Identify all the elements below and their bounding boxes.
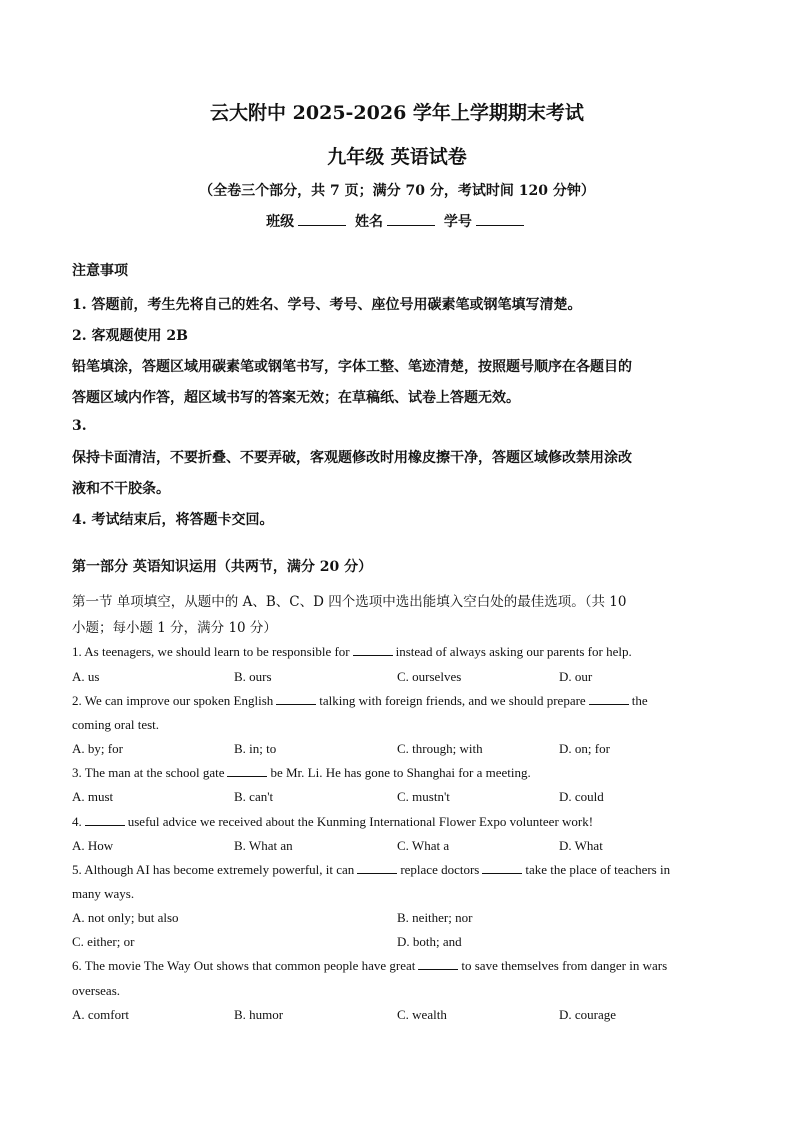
- answer-blank[interactable]: [85, 814, 125, 826]
- section1-instruction-a: 第一节 单项填空，从题中的 A、B、C、D 四个选项中选出能填入空白处的最佳选项。（共 10: [72, 594, 627, 610]
- question-2-cont: coming oral test.: [72, 717, 160, 732]
- q1-option-a[interactable]: A. us: [72, 669, 100, 684]
- answer-blank[interactable]: [357, 862, 397, 874]
- q5-option-c[interactable]: C. either; or: [72, 934, 135, 949]
- question-5-cont: many ways.: [72, 886, 135, 901]
- q1-option-b[interactable]: B. ours: [234, 669, 272, 684]
- answer-blank[interactable]: [418, 958, 458, 970]
- q4-option-d[interactable]: D. What: [559, 838, 603, 853]
- question-6-cont: overseas.: [72, 983, 121, 998]
- notice-item-2a: 2. 客观题使用 2B: [72, 328, 188, 344]
- name-blank[interactable]: [387, 213, 435, 226]
- q5-option-b[interactable]: B. neither; nor: [397, 910, 473, 925]
- q5-option-d[interactable]: D. both; and: [397, 934, 462, 949]
- q2-option-d[interactable]: D. on; for: [559, 741, 610, 756]
- class-blank[interactable]: [298, 213, 346, 226]
- q2-option-c[interactable]: C. through; with: [397, 741, 483, 756]
- q4-option-a[interactable]: A. How: [72, 838, 114, 853]
- q2-option-b[interactable]: B. in; to: [234, 741, 277, 756]
- notice-item-3b: 保持卡面清洁，不要折叠、不要弄破，客观题修改时用橡皮擦干净，答题区域修改禁用涂改: [72, 450, 632, 466]
- q1-option-c[interactable]: C. ourselves: [397, 669, 462, 684]
- answer-blank[interactable]: [353, 644, 393, 656]
- q3-option-c[interactable]: C. mustn't: [397, 789, 450, 804]
- q6-option-a[interactable]: A. comfort: [72, 1007, 130, 1022]
- id-blank[interactable]: [476, 213, 524, 226]
- id-label: 学号: [443, 214, 472, 230]
- answer-blank[interactable]: [227, 765, 267, 777]
- class-label: 班级: [266, 214, 295, 230]
- q6-option-d[interactable]: D. courage: [559, 1007, 617, 1022]
- name-label: 姓名: [355, 214, 383, 230]
- answer-blank[interactable]: [482, 862, 522, 874]
- question-1: 1. As teenagers, we should learn to be responsible for instead of always asking our parents for help.: [72, 644, 632, 659]
- notice-item-3a: 3.: [72, 418, 87, 434]
- notice-heading: 注意事项: [72, 263, 128, 279]
- question-3: 3. The man at the school gate be Mr. Li. He has gone to Shanghai for a meeting.: [72, 765, 531, 780]
- q4-option-b[interactable]: B. What an: [234, 838, 293, 853]
- answer-blank[interactable]: [589, 693, 629, 705]
- exam-title: 云大附中 2025-2026 学年上学期期末考试: [210, 102, 584, 124]
- q2-option-a[interactable]: A. by; for: [72, 741, 123, 756]
- question-4: 4. useful advice we received about the Kunming International Flower Expo volunteer work!: [72, 814, 594, 829]
- part1-heading: 第一部分 英语知识运用（共两节，满分 20 分）: [72, 559, 373, 575]
- section1-instruction-b: 小题；每小题 1 分，满分 10 分）: [72, 620, 277, 636]
- q6-option-c[interactable]: C. wealth: [397, 1007, 447, 1022]
- q1-option-d[interactable]: D. our: [559, 669, 593, 684]
- notice-item-1: 1. 答题前，考生先将自己的姓名、学号、考号、座位号用碳素笔或钢笔填写清楚。: [72, 297, 582, 313]
- exam-subtitle: 九年级 英语试卷: [327, 146, 467, 168]
- answer-blank[interactable]: [276, 693, 316, 705]
- notice-item-3c: 液和不干胶条。: [72, 481, 170, 497]
- question-5: 5. Although AI has become extremely powerful, it can replace doctors take the place of teachers in: [72, 862, 671, 877]
- student-info-row: [0, 211, 794, 231]
- q6-option-b[interactable]: B. humor: [234, 1007, 284, 1022]
- q3-option-d[interactable]: D. could: [559, 789, 604, 804]
- question-2: 2. We can improve our spoken English talking with foreign friends, and we should prepare the: [72, 693, 648, 708]
- notice-item-2c: 答题区域内作答，超区域书写的答案无效；在草稿纸、试卷上答题无效。: [72, 390, 520, 406]
- q4-option-c[interactable]: C. What a: [397, 838, 450, 853]
- q5-option-a[interactable]: A. not only; but also: [72, 910, 179, 925]
- exam-info: （全卷三个部分，共 7 页；满分 70 分，考试时间 120 分钟）: [199, 183, 595, 199]
- q3-option-a[interactable]: A. must: [72, 789, 114, 804]
- question-6: 6. The movie The Way Out shows that common people have great to save themselves from danger in wars: [72, 958, 668, 973]
- q3-option-b[interactable]: B. can't: [234, 789, 274, 804]
- notice-item-4: 4. 考试结束后，将答题卡交回。: [72, 512, 274, 528]
- notice-item-2b: 铅笔填涂，答题区域用碳素笔或钢笔书写，字体工整、笔迹清楚，按照题号顺序在各题目的: [72, 359, 632, 375]
